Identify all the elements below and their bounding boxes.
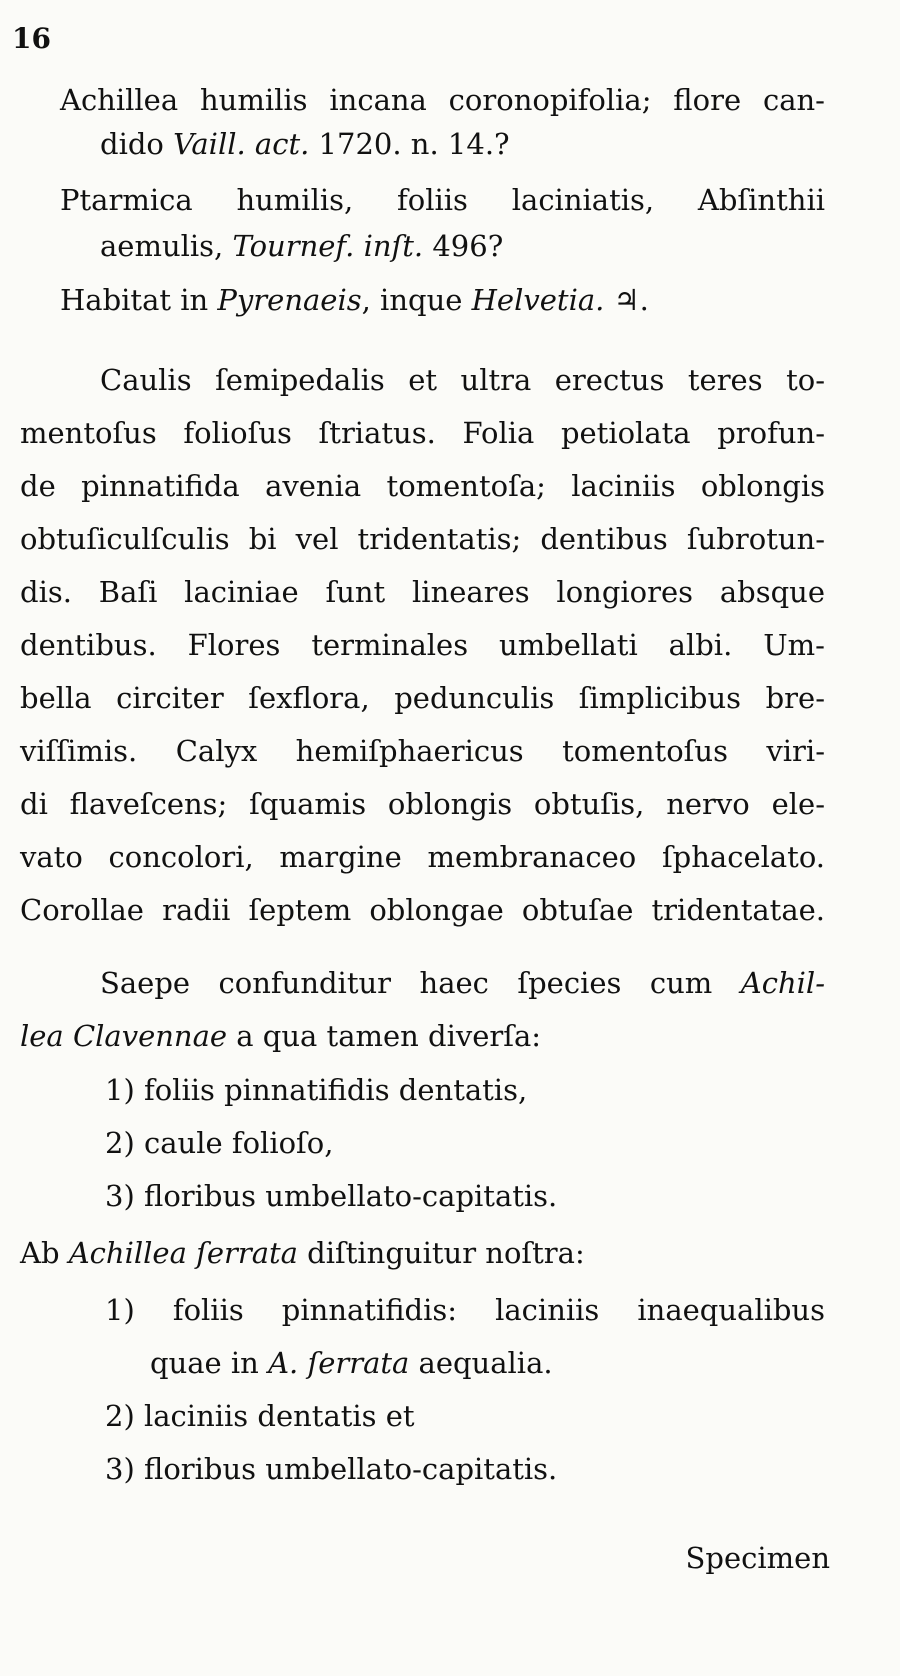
habitat-line <box>60 282 649 318</box>
species: Achillea ſerrata <box>68 1236 298 1270</box>
description-line: di flaveſcens; ſquamis oblongis obtuſis, nervo ele- <box>20 787 825 821</box>
species: A. ſerrata <box>268 1346 410 1380</box>
page-number: 16 <box>12 22 51 55</box>
list-item: 1) foliis pinnatifidis: laciniis inaequalibus <box>105 1293 825 1327</box>
text: quae in <box>150 1346 269 1380</box>
text: , inque <box>361 283 472 317</box>
citation: Vaill. act. <box>173 127 310 161</box>
description-line: obtuſiculſculis bi vel tridentatis; dentibus ſubrotun- <box>20 522 825 556</box>
text: aequalia. <box>409 1346 553 1380</box>
text: dido <box>100 127 174 161</box>
description-line: de pinnatifida avenia tomentoſa; laciniis oblongis <box>20 469 825 503</box>
catchword: Specimen <box>685 1541 830 1575</box>
list-item: 3) floribus umbellato-capitatis. <box>105 1452 558 1486</box>
confusion-line <box>100 965 825 1001</box>
synonym-line <box>100 228 503 264</box>
text: ♃. <box>604 283 649 317</box>
text: a qua tamen diverſa: <box>227 1019 542 1053</box>
synonym-line <box>100 126 510 162</box>
distinction-line <box>20 1235 585 1271</box>
description-line: bella circiter ſexflora, pedunculis ſimplicibus bre- <box>20 681 825 715</box>
text: Achillea humilis incana coronopifolia; flore can- <box>60 83 825 117</box>
description-line: Caulis ſemipedalis et ultra erectus teres to- <box>100 363 825 397</box>
synonym-line <box>60 82 825 118</box>
species: Achil- <box>740 966 825 1000</box>
text: aemulis, <box>100 229 233 263</box>
description-line: dis. Baſi laciniae ſunt lineares longiores absque <box>20 575 825 609</box>
species: lea Clavennae <box>20 1019 228 1053</box>
text: Habitat in <box>60 283 218 317</box>
text: Saepe confunditur haec ſpecies cum <box>100 966 741 1000</box>
description-line: vato concolori, margine membranaceo ſphacelato. <box>20 840 825 874</box>
list-item: 2) laciniis dentatis et <box>105 1399 415 1433</box>
description-line: Corollae radii ſeptem oblongae obtuſae tridentatae. <box>20 893 825 927</box>
citation: Tournef. inſt. <box>232 229 424 263</box>
description-line: dentibus. Flores terminales umbellati albi. Um- <box>20 628 825 662</box>
list-item-continuation <box>150 1345 553 1381</box>
synonym-line <box>60 182 825 218</box>
text: Ab <box>20 1236 69 1270</box>
place: Helvetia. <box>471 283 605 317</box>
description-line: viſſimis. Calyx hemiſphaericus tomentoſus viri- <box>20 734 825 768</box>
description-line: mentoſus folioſus ſtriatus. Folia petiolata profun- <box>20 416 825 450</box>
list-item: 2) caule folioſo, <box>105 1126 334 1160</box>
place: Pyrenaeis <box>217 283 362 317</box>
list-item: 1) foliis pinnatifidis dentatis, <box>105 1073 528 1107</box>
text: 496? <box>423 229 504 263</box>
text: diſtinguitur noſtra: <box>297 1236 585 1270</box>
confusion-line <box>20 1018 541 1054</box>
text: 1720. n. 14.? <box>309 127 510 161</box>
text: Ptarmica humilis, foliis laciniatis, Abſinthii <box>60 183 825 217</box>
list-item: 3) floribus umbellato-capitatis. <box>105 1179 558 1213</box>
